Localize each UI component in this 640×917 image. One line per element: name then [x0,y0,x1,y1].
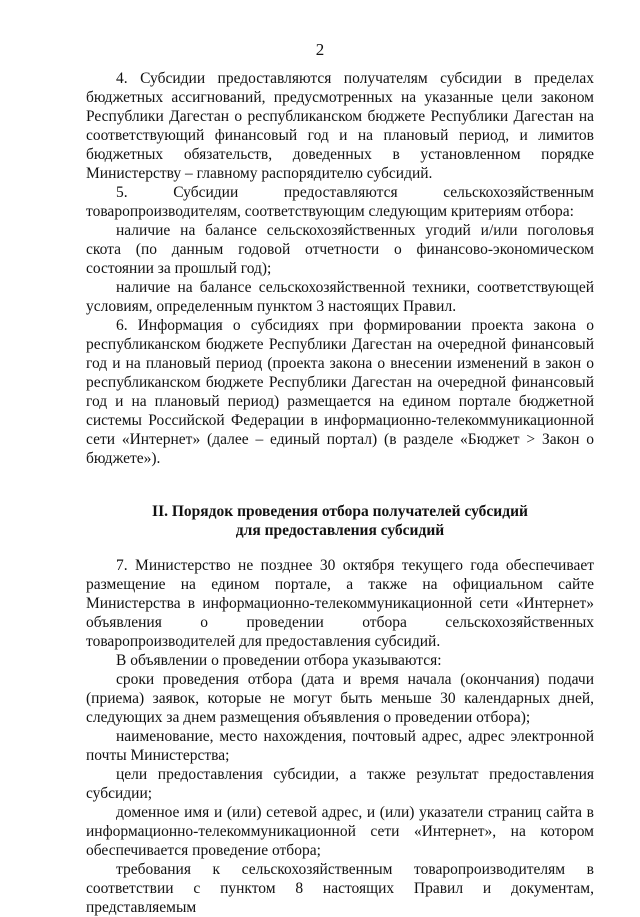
criterion-machinery: наличие на балансе сельскохозяйственной техники, соответствующей условиям, определенным пунктом 3 настоящих Правил. [86,279,594,315]
announcement-item-domain: доменное имя и (или) сетевой адрес, и (или) указатели страниц сайта в информационно-телекоммуникационной сети «Интернет», на котором обеспечивается проведение отбора; [86,804,594,859]
paragraph-7: 7. Министерство не позднее 30 октября текущего года обеспечивает размещение на едином портале, а также на официальном сайте Министерства в информационно-телекоммуникационной сети «Интернет» объявления о проведении отбора сельскохозяйственных товаропроизводителей для предоставления субсидий. [86,557,594,650]
section-spacer [86,468,594,502]
announcement-item-goals: цели предоставления субсидии, а также результат предоставления субсидии; [86,766,594,802]
paragraph-6: 6. Информация о субсидиях при формировании проекта закона о республиканском бюджете Республики Дагестан на очередной финансовый год и на плановый период (проекта закона о внесении изменений в закон о республиканском бюджете Республики Дагестан на очередной финансовый год и на плановый период) размещается на едином портале бюджетной системы Российской Федерации в информационно-телекоммуникационной сети «Интернет» (далее – единый портал) (в разделе «Бюджет > Закон о бюджете»). [86,317,594,467]
heading-gap [86,540,594,556]
paragraph-5: 5. Субсидии предоставляются сельскохозяйственным товаропроизводителям, соответствующим следующим критериям отбора: [86,184,594,220]
section-heading-line-2: для предоставления субсидий [235,522,445,539]
document-body [86,69,594,917]
section-heading [86,502,594,540]
announcement-item-requirements: требования к сельскохозяйственным товаропроизводителям в соответствии с пунктом 8 настоящих Правил и документам, представляемым [86,861,594,916]
announcement-item-ministry-address: наименование, место нахождения, почтовый адрес, адрес электронной почты Министерства; [86,728,594,764]
section-heading-line-1: II. Порядок проведения отбора получателей субсидий [152,503,528,520]
criterion-land: наличие на балансе сельскохозяйственных угодий и/или поголовья скота (по данным годовой отчетности о финансово-экономическом состоянии за прошлый год); [86,222,594,277]
page-number: 2 [315,40,325,59]
paragraph-4: 4. Субсидии предоставляются получателям субсидии в пределах бюджетных ассигнований, предусмотренных на указанные цели законом Республики Дагестан о республиканском бюджете Республики Дагестан на соответствующий финансовый год и на плановый период, и лимитов бюджетных обязательств, доведенных в установленном порядке Министерству – главному распорядителю субсидий. [86,70,594,182]
announcement-intro: В объявлении о проведении отбора указываются: [116,652,442,669]
announcement-item-dates: сроки проведения отбора (дата и время начала (окончания) подачи (приема) заявок, которые не могут быть меньше 30 календарных дней, следующих за днем размещения объявления о проведении отбора); [86,671,594,726]
